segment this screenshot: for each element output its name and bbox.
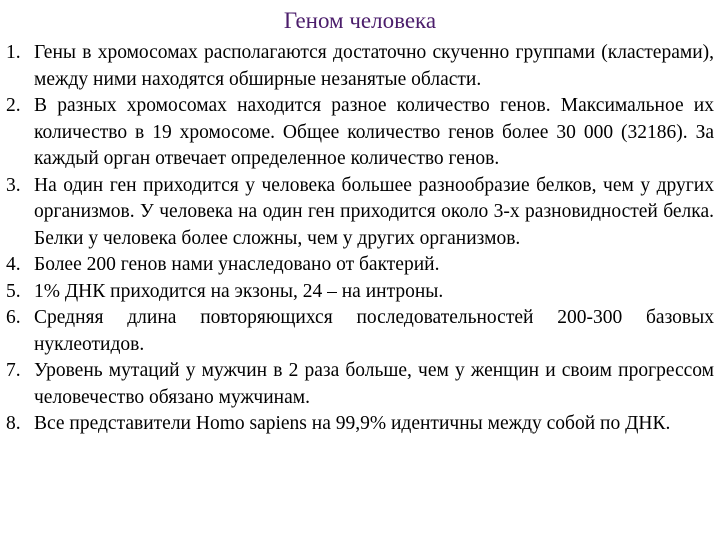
list-item	[6, 305, 714, 358]
list-item	[6, 411, 714, 438]
list-item-text: 1% ДНК приходится на экзоны, 24 – на интроны.	[34, 280, 444, 302]
list-item	[6, 252, 714, 279]
list-item-number: 6.	[6, 307, 21, 328]
list-item-number: 4.	[6, 254, 21, 275]
list-item-number: 3.	[6, 174, 21, 196]
list-item-text: В разных хромосомах находится разное количество генов. Максимальное их количество в 19 хромосоме. Общее количество генов более 30 000 (32186). За каждый орган отвечает определенное количество генов.	[34, 95, 714, 169]
list-item-number: 1.	[6, 42, 21, 63]
list-item-number: 7.	[6, 360, 21, 381]
list-item	[6, 358, 714, 411]
list-item	[6, 93, 714, 173]
list-item-number: 2.	[6, 95, 21, 116]
list-item-number: 5.	[6, 280, 21, 302]
list-item-number: 8.	[6, 413, 21, 434]
list-item-text: Средняя длина повторяющихся последовательностей 200-300 базовых нуклеотидов.	[34, 307, 714, 355]
list-item	[6, 40, 714, 93]
list-item-text: Более 200 генов нами унаследовано от бактерий.	[34, 254, 440, 275]
list-item-text: На один ген приходится у человека большее разнообразие белков, чем у других организмов. У человека на один ген приходится около 3-х разновидностей белка. Белки у человека более сложны, чем у других организмов.	[34, 174, 714, 249]
slide-title: Геном человека	[283, 8, 437, 33]
list-item-text: Гены в хромосомах располагаются достаточно скученно группами (кластерами), между ними находятся обширные незанятые области.	[34, 42, 714, 90]
fact-list	[6, 40, 714, 438]
list-item-text: Уровень мутаций у мужчин в 2 раза больше, чем у женщин и своим прогрессом человечество обязано мужчинам.	[34, 360, 714, 408]
list-item	[6, 173, 714, 253]
list-item	[6, 279, 714, 306]
list-item-text: Все представители Homo sapiens на 99,9% идентичны между собой по ДНК.	[34, 413, 671, 434]
